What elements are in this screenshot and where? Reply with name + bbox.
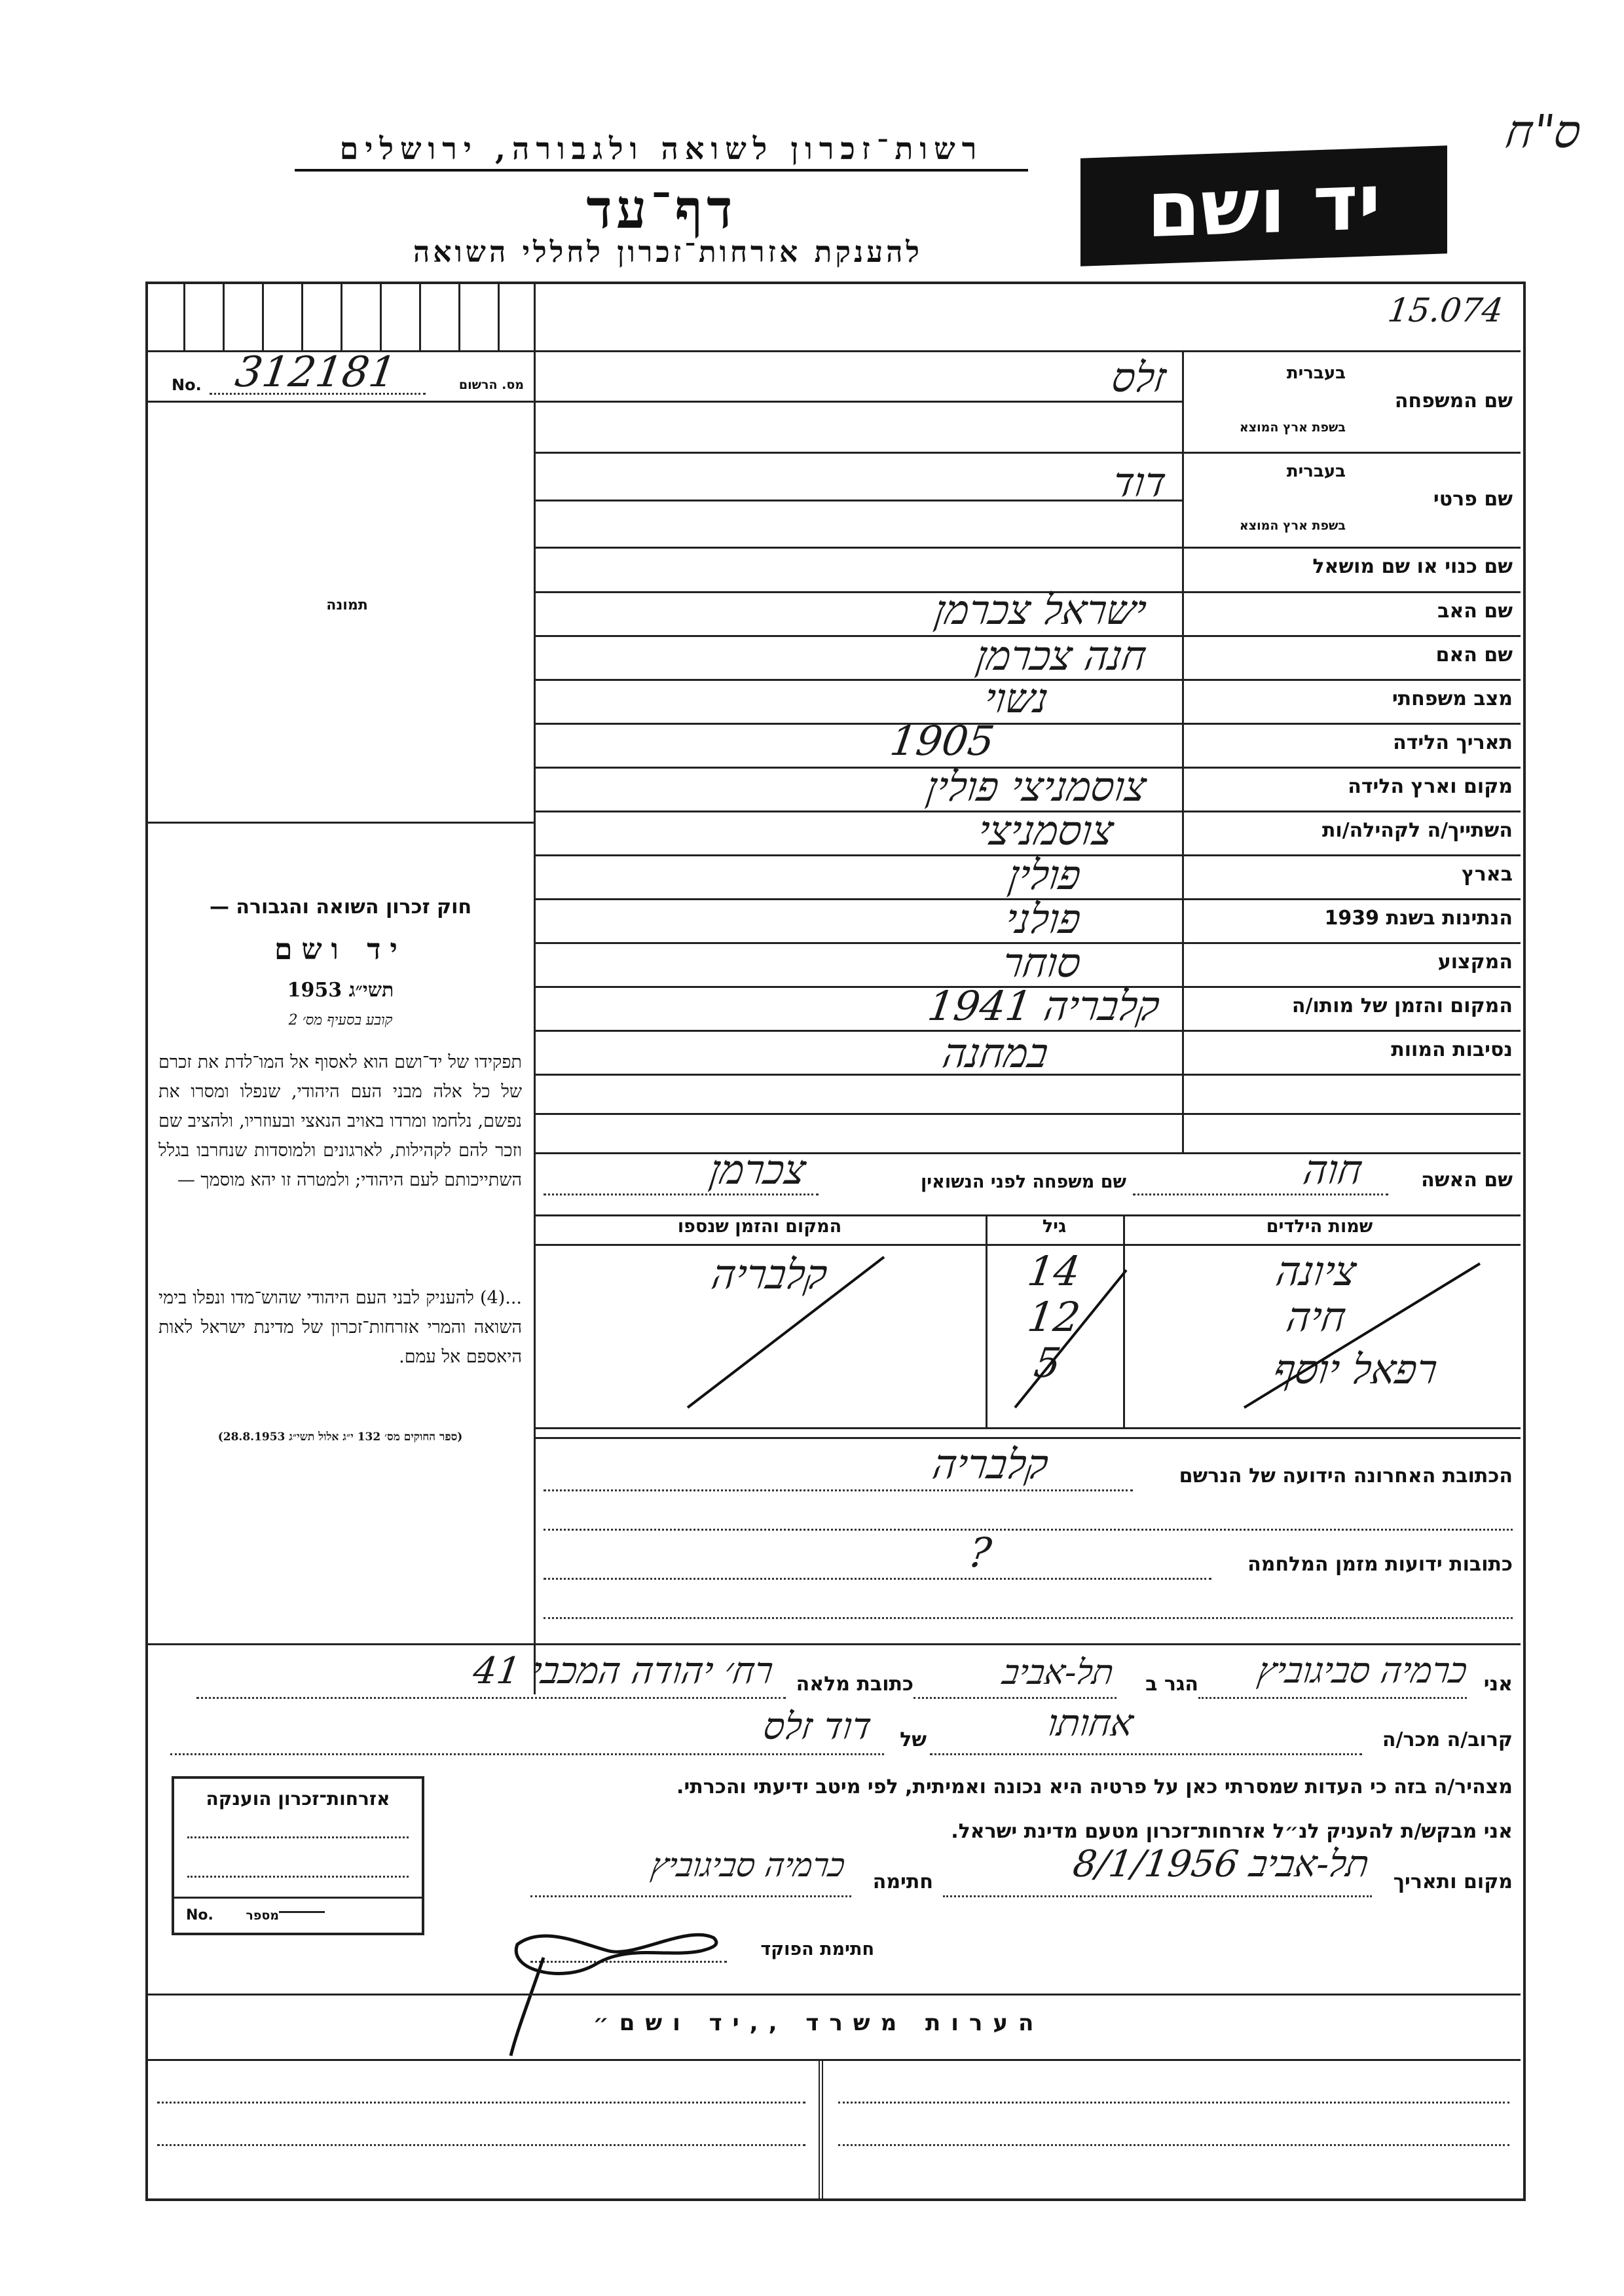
office-notes-title: הערות משרד ,,יד ושם״	[593, 2010, 1044, 2036]
children-place-header: המקום והזמן שנספו	[677, 1216, 842, 1237]
wife-value: חוה	[1301, 1146, 1366, 1194]
ditto-strikes	[655, 1244, 1506, 1427]
birth-place-value: צוסמניצי פולין	[923, 763, 1150, 811]
wife-label: שם האשה	[1421, 1169, 1513, 1192]
citizenship-value: פולני	[1003, 895, 1084, 943]
child-age: 5	[1031, 1339, 1064, 1387]
mother-label: שם האם	[1435, 644, 1513, 666]
child-name: ציונה	[1273, 1247, 1359, 1295]
officer-signature-label: חתימת הפוקד	[760, 1939, 874, 1959]
of-name: דוד זלס	[760, 1705, 874, 1748]
father-value: ישראל צכרמן	[931, 586, 1150, 634]
marital-label: מצב משפחתי	[1392, 687, 1513, 710]
community-label: השתייך/ה לקהילה/ות	[1321, 819, 1513, 842]
last-address-value: קלבריה	[929, 1440, 1052, 1488]
law-paragraph-1: תפקידו של יד־ושם הוא לאסוף אל המו־לדת את זכרם של כל אלה מבני העם היהודי, שנפלו ומסרו את נפשם, נלחמו ומרדו באויב הנאצי ובעוזריו, ולהציב שם וזכר להם לקהילות, לארגונים ולמוסדות שנחרבו בגלל השתייכותם לעם היהודי; ולמטרה זו יהא מוסמך —	[158, 1052, 522, 1190]
family-name-hebrew-label: בעברית	[1286, 363, 1346, 383]
file-number: 15.074	[1385, 291, 1506, 329]
family-name-value: זלס	[1109, 354, 1170, 401]
occupation-label: המקצוע	[1437, 951, 1513, 974]
death-circumstances-value: במחנה	[940, 1029, 1052, 1077]
war-address-value: ?	[965, 1529, 995, 1576]
registration-number: 312181	[232, 348, 399, 397]
children-names-header: שמות הילדים	[1266, 1216, 1373, 1237]
declarant-signature: כרמיה סביגוביץ	[648, 1846, 848, 1884]
first-name-origin-label: בשפת ארץ המוצא	[1239, 519, 1346, 533]
full-address-label: כתובת מלאה	[796, 1673, 913, 1696]
corner-note: ס"ח	[1502, 105, 1585, 158]
first-name-value: דוד	[1110, 458, 1170, 506]
community-value: צוסמניצי	[975, 807, 1117, 854]
form-subtitle: להענקת אזרחות־זכרון לחללי השואה	[413, 236, 923, 269]
maiden-name-label: שם משפחה לפני הנשואין	[920, 1172, 1126, 1192]
citizenship-label: הנתינות בשנת 1939	[1324, 907, 1513, 930]
law-citation: (ספר החוקים מס׳ 132 י״ג אלול תשי״ג 28.8.1953)	[217, 1430, 463, 1444]
relative-label: קרוב/ה מכר/ה	[1382, 1728, 1513, 1751]
father-label: שם האב	[1437, 600, 1513, 623]
death-circumstances-label: נסיבות המוות	[1391, 1038, 1513, 1061]
family-name-label: שם המשפחה	[1394, 390, 1513, 412]
law-name: יד ושם	[274, 933, 407, 966]
child-age: 14	[1024, 1247, 1084, 1295]
last-address-label: הכתובת האחרונה הידועה של הנרשם	[1179, 1465, 1513, 1487]
child-name: חיה	[1283, 1293, 1349, 1341]
logo-text: יד ושם	[1147, 156, 1381, 255]
declarant-i-label: אני	[1483, 1673, 1513, 1696]
country-label: בארץ	[1461, 863, 1513, 886]
law-title: חוק זכרון השואה והגבורה —	[209, 896, 472, 919]
stamp-box-title: אזרחות־זכרון הוענקה	[206, 1788, 390, 1810]
registration-no-label-he: מס. הרשום	[458, 378, 524, 392]
first-name-label: שם פרטי	[1433, 488, 1513, 511]
stamp-box-no-label: No.	[186, 1907, 213, 1923]
maiden-name-value: צכרמן	[707, 1146, 809, 1194]
authority-title: רשות־זכרון לשואה ולגבורה, ירושלים	[295, 131, 1028, 172]
yad-vashem-logo	[1080, 145, 1447, 266]
birth-place-label: מקום וארץ הלידה	[1348, 775, 1513, 798]
country-value: פולין	[1005, 851, 1084, 899]
birth-date-value: 1905	[887, 717, 997, 765]
declarant-address: רח׳ יהודה המכבי 41	[470, 1650, 776, 1692]
declarant-name: כרמיה סביגוביץ	[1255, 1650, 1470, 1691]
first-name-hebrew-label: בעברית	[1286, 462, 1346, 481]
declaration-text: מצהיר/ה בזה כי העדות שמסרתי כאן על פרטיה היא נכונה ואמיתית, לפי מיטב ידיעתי והכרתי.	[676, 1776, 1513, 1798]
photo-label: תמונה	[326, 597, 368, 613]
stamp-box-no-label-he: מספר	[246, 1908, 279, 1923]
form-title: דף־עד	[586, 178, 737, 241]
request-text: אני מבקש/ת להעניק לנ״ל אזרחות־זכרון מטעם מדינת ישראל.	[951, 1820, 1513, 1843]
birth-date-label: תאריך הלידה	[1393, 731, 1513, 754]
registration-no-label: No.	[172, 376, 202, 394]
child-name: רפאל יוסף	[1270, 1345, 1441, 1393]
mother-value: חנה צכרמן	[973, 632, 1150, 680]
child-age: 12	[1024, 1293, 1084, 1341]
signature-label: חתימה	[872, 1870, 933, 1893]
resides-label: הגר ב	[1145, 1673, 1198, 1696]
occupation-value: סוחר	[999, 939, 1084, 987]
relation-value: אחותו	[1044, 1702, 1136, 1745]
war-address-label: כתובות ידועות מזמן המלחמה	[1247, 1553, 1513, 1576]
law-clause: קובע בסעיף מס׳ 2	[288, 1012, 393, 1029]
death-value: קלבריה 1941	[925, 982, 1163, 1030]
declarant-city: תל-אביב	[1000, 1653, 1116, 1692]
family-name-origin-label: בשפת ארץ המוצא	[1239, 420, 1346, 435]
law-paragraph-2: ...(4) להעניק לבני העם היהודי שהוש־מדו ונפלו בימי השואה והמרי אזרחות־זכרון של מדינת ישראל לאות היאספם אל עמם.	[158, 1288, 522, 1367]
children-age-header: גיל	[1042, 1216, 1067, 1237]
law-year: תשי״ג 1953	[287, 979, 394, 1002]
officer-signature	[504, 1918, 727, 2062]
child-place: קלבריה	[709, 1250, 830, 1298]
of-label: של	[900, 1728, 927, 1751]
marital-value: נשוי	[981, 674, 1052, 722]
place-date-value: תל-אביב 8/1/1956	[1070, 1843, 1372, 1886]
nickname-label: שם כנוי או שם מושאל	[1312, 555, 1513, 578]
death-place-label: המקום והזמן של מותו/ה	[1291, 994, 1513, 1017]
citizenship-granted-box	[172, 1776, 424, 1935]
place-date-label: מקום ותאריך	[1393, 1870, 1513, 1893]
